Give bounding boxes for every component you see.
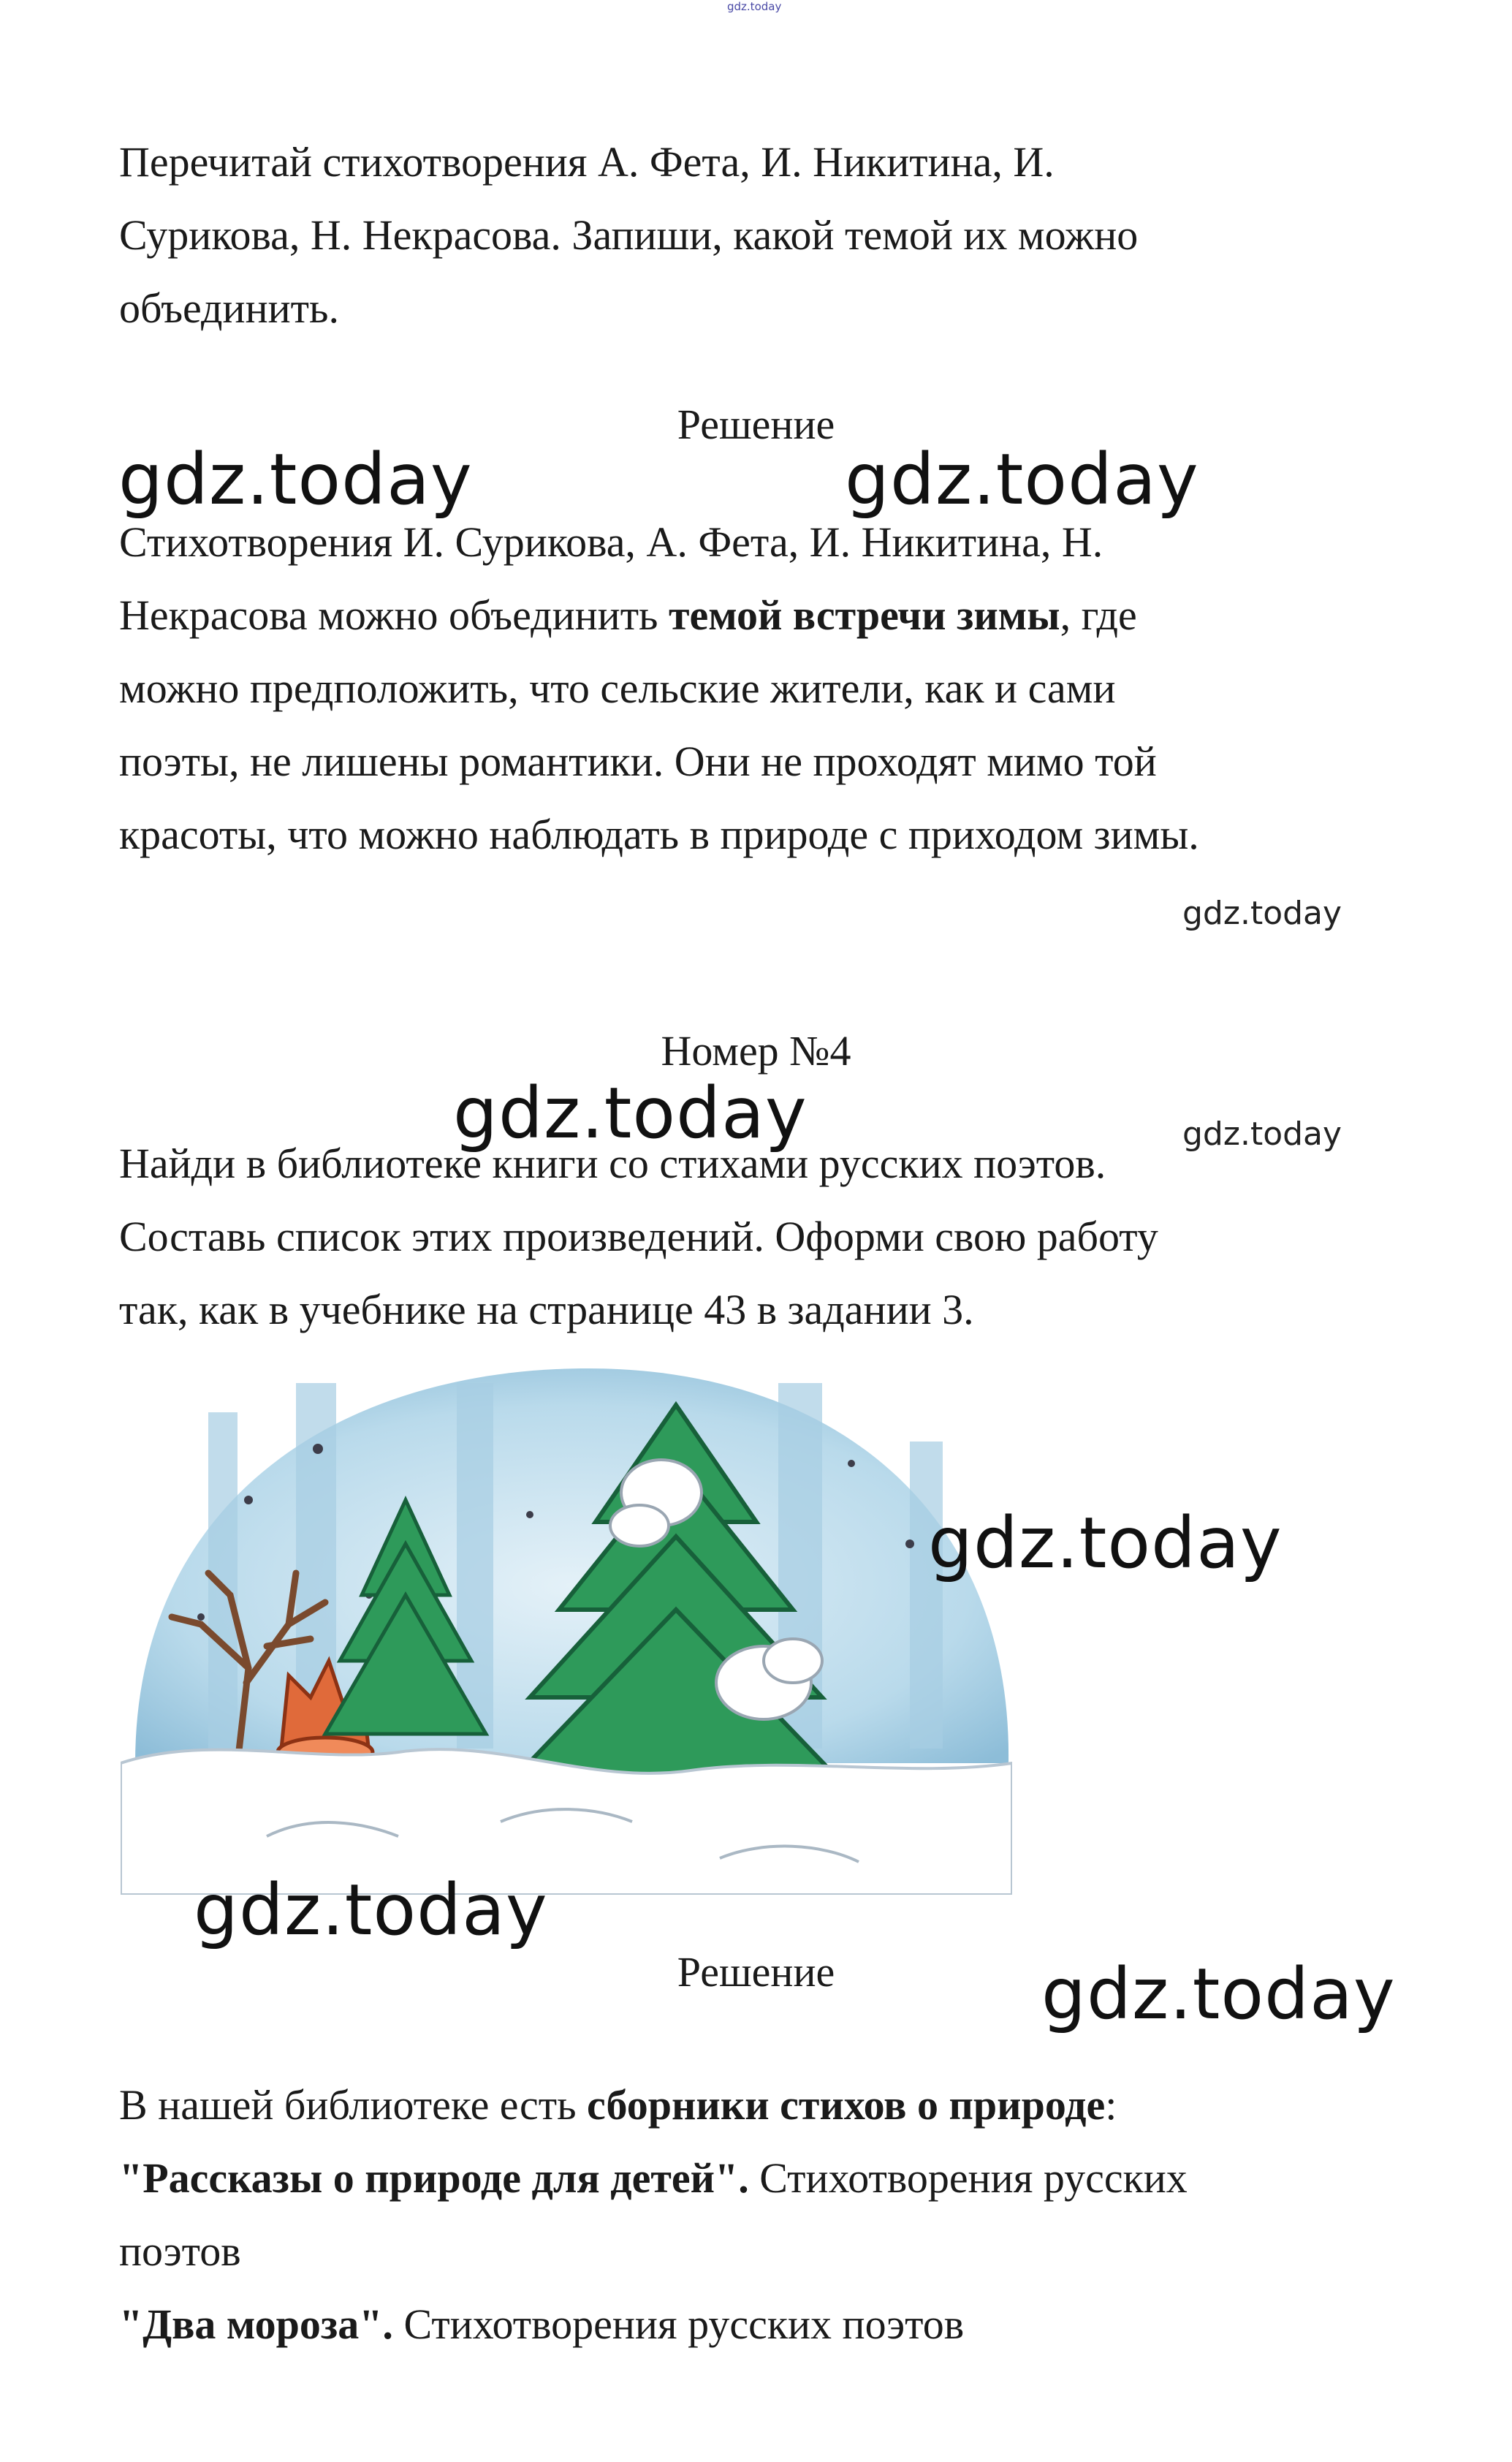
task4-question-line: так, как в учебнике на странице 43 в задании 3. (119, 1286, 974, 1333)
task3-answer-line: красоты, что можно наблюдать в природе с приходом зимы. (119, 811, 1199, 858)
answer-text: Стихотворения русских поэтов (392, 2300, 965, 2348)
task4-answer-line (119, 2288, 1435, 2361)
answer-text: , где (1060, 591, 1137, 639)
task3-answer-line: можно предположить, что сельские жители, как и сами (119, 664, 1116, 712)
watermark-label: gdz.today (928, 1502, 1283, 1584)
task3-answer-line: поэты, не лишены романтики. Они не проходят мимо той (119, 738, 1157, 785)
task4-question-line: Найди в библиотеке книги со стихами русских поэтов. (119, 1140, 1106, 1187)
task4-solution-heading: Решение (677, 1948, 835, 1996)
watermark-label: gdz.today (1182, 1116, 1342, 1153)
task3-question (119, 126, 1435, 345)
task4-answer-line: поэтов (119, 2227, 241, 2275)
task3-question-line: объединить. (119, 284, 339, 332)
winter-forest-illustration (121, 1354, 1012, 1895)
task4-answer (119, 2069, 1435, 2361)
task3-question-line: Перечитай стихотворения А. Фета, И. Никитина, И. (119, 138, 1055, 186)
watermark-label: gdz.today (194, 1869, 548, 1951)
task3-solution-heading: Решение (677, 401, 835, 448)
answer-text: : (1105, 2081, 1117, 2129)
answer-text: Стихотворения русских (748, 2154, 1188, 2202)
answer-text: В нашей библиотеке есть (119, 2081, 588, 2129)
task3-answer-line (119, 579, 1435, 652)
answer-text: Некрасова можно объединить (119, 591, 669, 639)
watermark-label: gdz.today (453, 1072, 808, 1154)
answer-highlight: сборники стихов о природе (587, 2081, 1106, 2129)
task3-answer-line: Стихотворения И. Сурикова, А. Фета, И. Никитина, Н. (119, 518, 1103, 566)
task4-question-line: Составь список этих произведений. Оформи свою работу (119, 1213, 1158, 1260)
task4-answer-line (119, 2069, 1435, 2142)
task3-question-line: Сурикова, Н. Некрасова. Запиши, какой темой их можно (119, 211, 1139, 259)
watermark-label: gdz.today (845, 439, 1199, 520)
task3-answer (119, 506, 1435, 871)
watermark-label: gdz.today (1041, 1953, 1396, 2035)
book-title: "Рассказы о природе для детей". (119, 2154, 749, 2202)
task4-question (119, 1127, 1435, 1346)
watermark-label: gdz.today (1182, 895, 1342, 932)
task4-heading: Номер №4 (661, 1027, 851, 1075)
watermark-top: gdz.today (727, 0, 782, 13)
answer-highlight: темой встречи зимы (669, 591, 1060, 639)
watermark-label: gdz.today (118, 439, 473, 520)
task4-answer-line (119, 2142, 1435, 2215)
book-title: "Два мороза". (119, 2300, 393, 2348)
sky-background (135, 1368, 1008, 1763)
